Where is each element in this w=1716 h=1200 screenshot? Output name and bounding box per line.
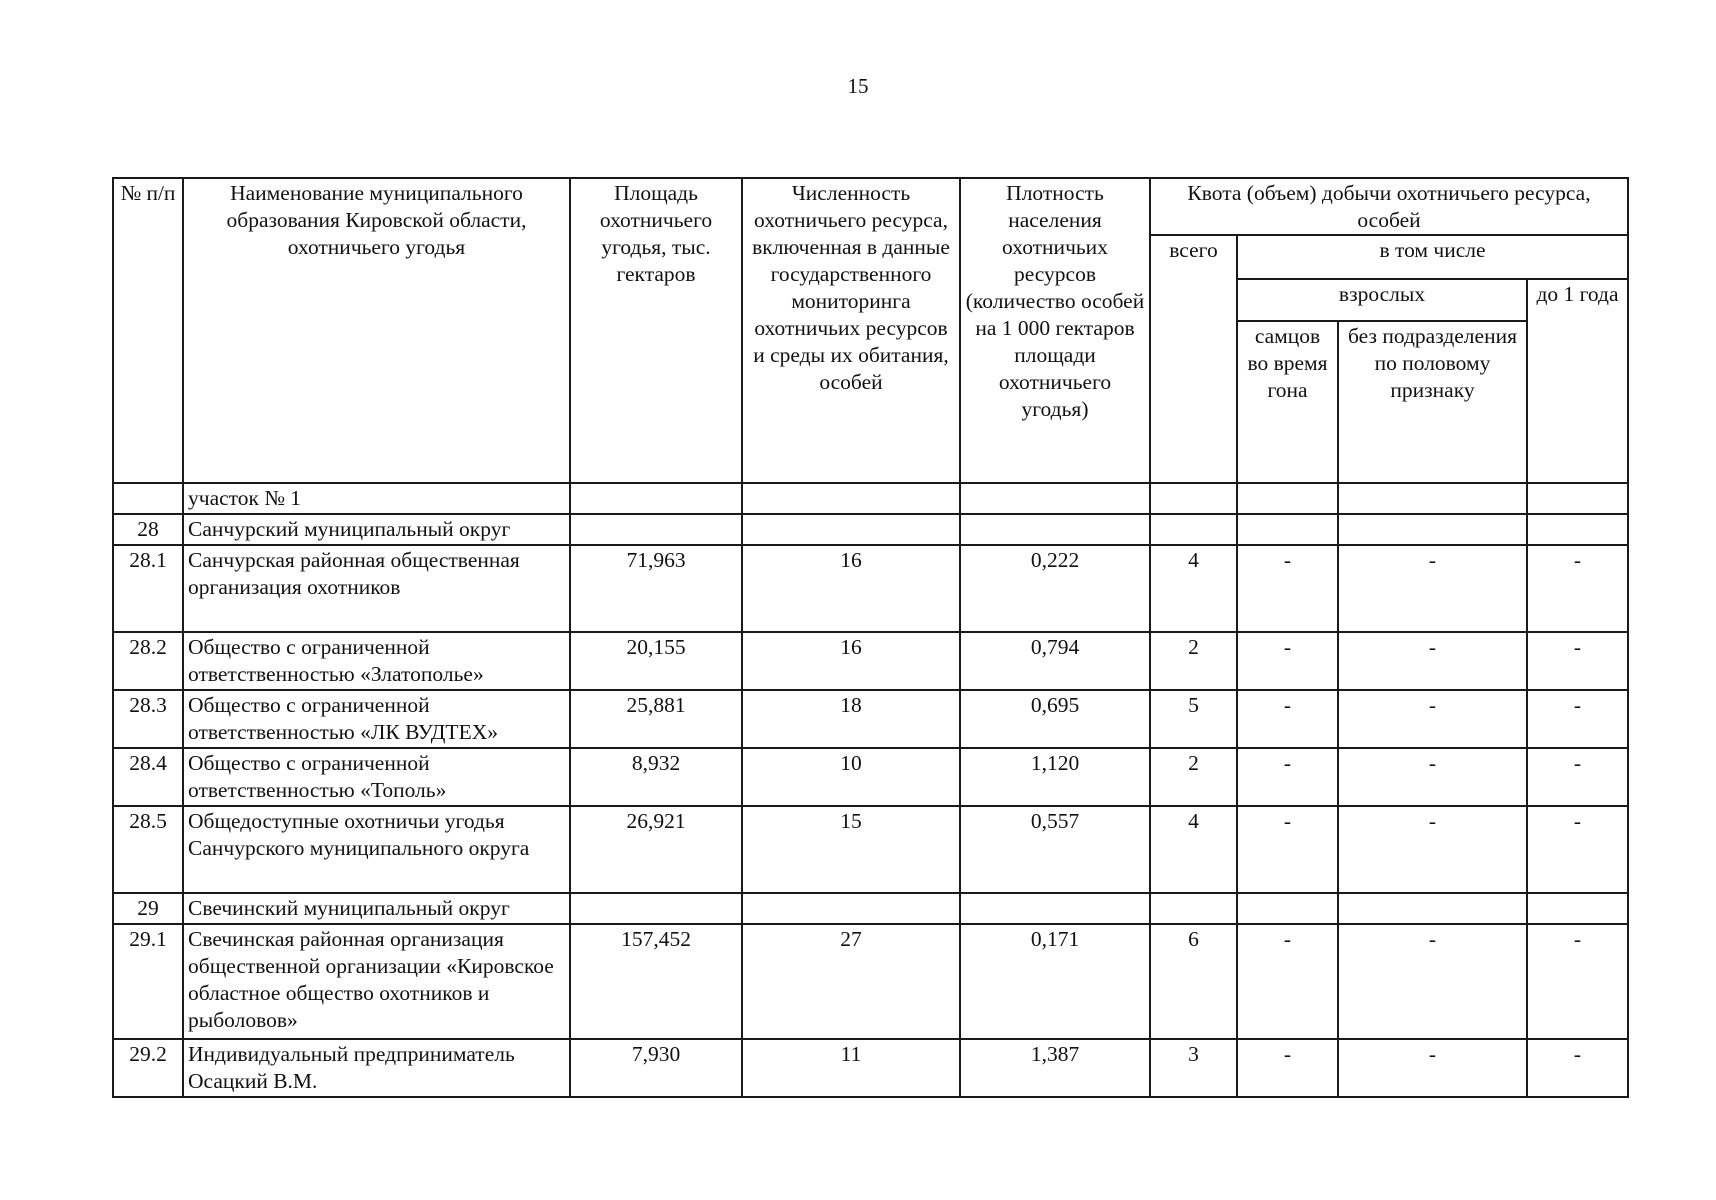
row-nosex: - bbox=[1338, 806, 1527, 893]
row-num: 29.2 bbox=[113, 1039, 183, 1097]
row-area: 8,932 bbox=[570, 748, 742, 806]
row-males: - bbox=[1237, 545, 1338, 632]
row-total bbox=[1150, 483, 1237, 514]
row-area bbox=[570, 893, 742, 924]
row-males: - bbox=[1237, 748, 1338, 806]
row-total bbox=[1150, 893, 1237, 924]
row-nosex: - bbox=[1338, 1039, 1527, 1097]
row-nosex: - bbox=[1338, 690, 1527, 748]
row-density: 0,794 bbox=[960, 632, 1150, 690]
row-count: 11 bbox=[742, 1039, 960, 1097]
header-quota: Квота (объем) добычи охотничьего ресурса, особей bbox=[1150, 178, 1628, 235]
header-including: в том числе bbox=[1237, 235, 1628, 279]
row-under1 bbox=[1527, 483, 1628, 514]
row-under1: - bbox=[1527, 690, 1628, 748]
row-under1: - bbox=[1527, 545, 1628, 632]
row-density bbox=[960, 483, 1150, 514]
row-density: 0,695 bbox=[960, 690, 1150, 748]
table-row bbox=[113, 806, 1628, 893]
row-total: 4 bbox=[1150, 806, 1237, 893]
row-males: - bbox=[1237, 806, 1338, 893]
row-under1: - bbox=[1527, 924, 1628, 1039]
row-males: - bbox=[1237, 690, 1338, 748]
row-total: 5 bbox=[1150, 690, 1237, 748]
row-nosex: - bbox=[1338, 748, 1527, 806]
header-name: Наименование муниципального образования Кировской области, охотничьего угодья bbox=[183, 178, 570, 483]
header-males-rut: самцов во время гона bbox=[1237, 321, 1338, 483]
quota-table bbox=[112, 177, 1629, 1098]
row-under1: - bbox=[1527, 1039, 1628, 1097]
row-under1 bbox=[1527, 893, 1628, 924]
row-count: 15 bbox=[742, 806, 960, 893]
row-density: 0,557 bbox=[960, 806, 1150, 893]
row-density: 1,120 bbox=[960, 748, 1150, 806]
row-under1 bbox=[1527, 514, 1628, 545]
row-area bbox=[570, 483, 742, 514]
row-nosex: - bbox=[1338, 924, 1527, 1039]
row-area: 26,921 bbox=[570, 806, 742, 893]
table-row bbox=[113, 514, 1628, 545]
header-no-sex: без подразделения по половому признаку bbox=[1338, 321, 1527, 483]
page-number: 15 bbox=[847, 74, 869, 98]
table-row bbox=[113, 924, 1628, 1039]
row-under1: - bbox=[1527, 748, 1628, 806]
header-count: Численность охотничьего ресурса, включенная в данные государственного мониторинга охотничьих ресурсов и среды их обитания, особей bbox=[742, 178, 960, 483]
table-row bbox=[113, 1039, 1628, 1097]
row-count: 16 bbox=[742, 632, 960, 690]
row-under1: - bbox=[1527, 632, 1628, 690]
row-name: Общество с ограниченной ответственностью «ЛК ВУДТЕХ» bbox=[183, 690, 570, 748]
table-row bbox=[113, 748, 1628, 806]
row-males bbox=[1237, 483, 1338, 514]
row-num: 28.5 bbox=[113, 806, 183, 893]
row-area bbox=[570, 514, 742, 545]
row-total: 4 bbox=[1150, 545, 1237, 632]
row-males bbox=[1237, 514, 1338, 545]
table-row bbox=[113, 690, 1628, 748]
row-density: 1,387 bbox=[960, 1039, 1150, 1097]
row-nosex bbox=[1338, 483, 1527, 514]
row-count bbox=[742, 514, 960, 545]
row-name: участок № 1 bbox=[183, 483, 570, 514]
row-count bbox=[742, 893, 960, 924]
row-total: 6 bbox=[1150, 924, 1237, 1039]
row-name: Общество с ограниченной ответственностью «Тополь» bbox=[183, 748, 570, 806]
header-area: Площадь охотничьего угодья, тыс. гектаров bbox=[570, 178, 742, 483]
row-name: Свечинский муниципальный округ bbox=[183, 893, 570, 924]
row-count bbox=[742, 483, 960, 514]
row-num bbox=[113, 483, 183, 514]
row-num: 28.2 bbox=[113, 632, 183, 690]
row-num: 28 bbox=[113, 514, 183, 545]
row-total: 2 bbox=[1150, 748, 1237, 806]
row-name: Общедоступные охотничьи угодья Санчурского муниципального округа bbox=[183, 806, 570, 893]
row-name: Индивидуальный предприниматель Осацкий В.М. bbox=[183, 1039, 570, 1097]
row-density bbox=[960, 893, 1150, 924]
row-nosex bbox=[1338, 514, 1527, 545]
row-count: 18 bbox=[742, 690, 960, 748]
table-row bbox=[113, 483, 1628, 514]
row-males: - bbox=[1237, 924, 1338, 1039]
row-area: 71,963 bbox=[570, 545, 742, 632]
row-num: 29 bbox=[113, 893, 183, 924]
header-density: Плотность населения охотничьих ресурсов (количество особей на 1 000 гектаров площади охотничьего угодья) bbox=[960, 178, 1150, 483]
row-name: Санчурская районная общественная организация охотников bbox=[183, 545, 570, 632]
row-count: 27 bbox=[742, 924, 960, 1039]
row-area: 25,881 bbox=[570, 690, 742, 748]
row-area: 7,930 bbox=[570, 1039, 742, 1097]
row-area: 20,155 bbox=[570, 632, 742, 690]
header-under1: до 1 года bbox=[1527, 279, 1628, 483]
row-num: 28.3 bbox=[113, 690, 183, 748]
row-num: 29.1 bbox=[113, 924, 183, 1039]
header-adults: взрослых bbox=[1237, 279, 1527, 321]
row-density: 0,171 bbox=[960, 924, 1150, 1039]
row-males: - bbox=[1237, 632, 1338, 690]
row-nosex: - bbox=[1338, 545, 1527, 632]
row-name: Свечинская районная организация общественной организации «Кировское областное общество охотников и рыболовов» bbox=[183, 924, 570, 1039]
header-num: № п/п bbox=[113, 178, 183, 483]
row-males bbox=[1237, 893, 1338, 924]
row-nosex bbox=[1338, 893, 1527, 924]
row-males: - bbox=[1237, 1039, 1338, 1097]
header-total: всего bbox=[1150, 235, 1237, 483]
row-density: 0,222 bbox=[960, 545, 1150, 632]
row-num: 28.4 bbox=[113, 748, 183, 806]
row-num: 28.1 bbox=[113, 545, 183, 632]
row-total: 3 bbox=[1150, 1039, 1237, 1097]
row-area: 157,452 bbox=[570, 924, 742, 1039]
row-total bbox=[1150, 514, 1237, 545]
row-name: Санчурский муниципальный округ bbox=[183, 514, 570, 545]
row-count: 16 bbox=[742, 545, 960, 632]
row-under1: - bbox=[1527, 806, 1628, 893]
row-name: Общество с ограниченной ответственностью «Златополье» bbox=[183, 632, 570, 690]
table-row bbox=[113, 632, 1628, 690]
row-total: 2 bbox=[1150, 632, 1237, 690]
table-row bbox=[113, 893, 1628, 924]
row-count: 10 bbox=[742, 748, 960, 806]
row-density bbox=[960, 514, 1150, 545]
table-row bbox=[113, 545, 1628, 632]
row-nosex: - bbox=[1338, 632, 1527, 690]
